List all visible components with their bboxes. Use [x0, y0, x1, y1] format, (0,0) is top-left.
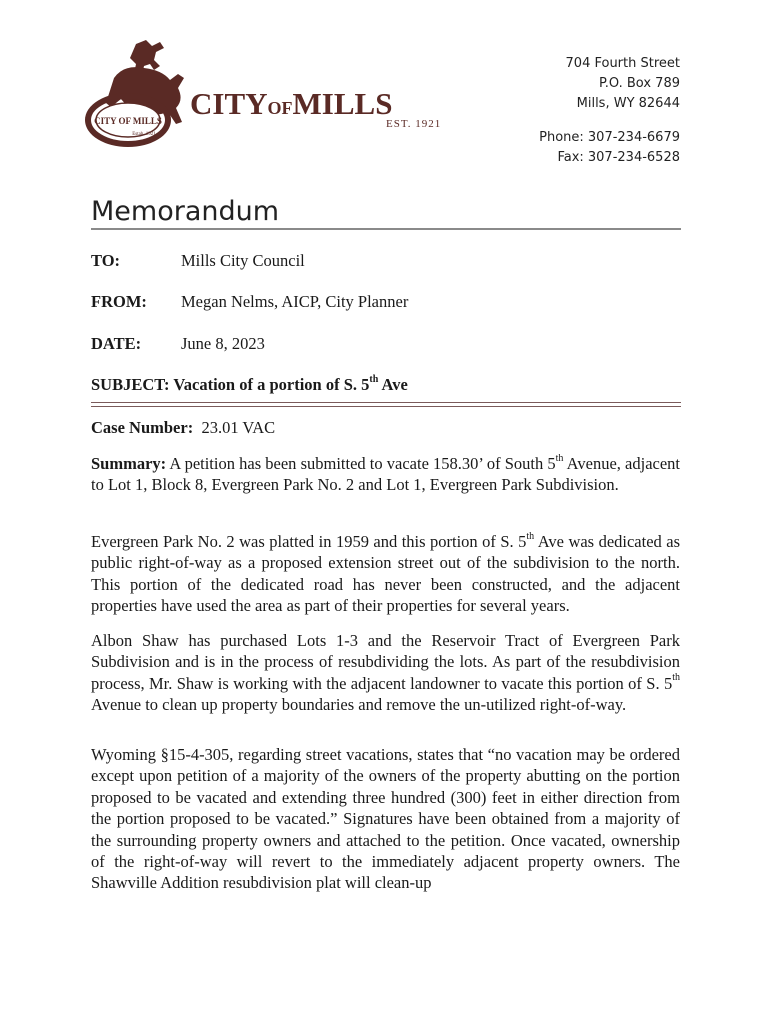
svg-text:Estab. 1921: Estab. 1921 — [132, 132, 156, 137]
date-value: June 8, 2023 — [181, 334, 265, 353]
address-street: 704 Fourth Street — [565, 56, 680, 71]
svg-text:CITY OF MILLS: CITY OF MILLS — [94, 116, 162, 126]
subject-label: SUBJECT: — [91, 375, 170, 394]
case-number — [91, 418, 275, 438]
date-field — [91, 334, 265, 354]
to-value: Mills City Council — [181, 251, 305, 270]
from-value: Megan Nelms, AICP, City Planner — [181, 292, 409, 311]
subject-value: Vacation of a portion of S. 5th Ave — [173, 373, 408, 394]
from-field — [91, 292, 408, 312]
case-label: Case Number: — [91, 418, 194, 437]
address-city: Mills, WY 82644 — [576, 96, 680, 111]
resubdivision-paragraph: Albon Shaw has purchased Lots 1-3 and the Reservoir Tract of Evergreen Park Subdivision and is in the process of resubdividing the lots. As part of the resubdivision process, Mr. Shaw is working with the adjacent landowner to vacate this portion of S. 5th Avenue to clean up property boundaries and remove the un-utilized right-of-way. — [91, 631, 680, 715]
address-phone: Phone: 307-234-6679 — [539, 130, 680, 145]
case-value: 23.01 VAC — [201, 418, 276, 437]
to-label: TO: — [91, 251, 121, 270]
subject-divider — [91, 402, 681, 407]
to-field — [91, 251, 305, 271]
summary-label: Summary: — [91, 454, 167, 473]
statute-paragraph: Wyoming §15-4-305, regarding street vacations, states that “no vacation may be ordered except upon petition of a majority of the owners of the property abutting on the portion proposed to be vacated and extending three hundred (300) feet in either direction from the portion proposed to be vacated.” Signatures have been obtained from a majority of the surrounding property owners and attached to the petition. Once vacated, ownership of the right-of-way will revert to the immediately adjacent property owners. The Shawville Addition resubdivision plat will clean-up — [91, 745, 680, 893]
title-divider — [91, 228, 681, 230]
subject-field — [91, 375, 408, 395]
history-paragraph: Evergreen Park No. 2 was platted in 1959 and this portion of S. 5th Ave was dedicated as public right-of-way as a proposed extension street out of the subdivision to the north. This portion of the dedicated road has never been constructed, and the adjacent properties have used the area as part of their properties for several years. — [91, 530, 680, 616]
address-block — [539, 54, 680, 168]
logo-established: EST. 1921 — [386, 118, 442, 130]
summary-paragraph: Summary: A petition has been submitted to vacate 158.30’ of South 5th Avenue, adjacent to Lot 1, Block 8, Evergreen Park No. 2 and Lot 1, Evergreen Park Subdivision. — [91, 452, 681, 495]
logo-wordmark: CITYOFMILLS — [190, 86, 393, 121]
date-label: DATE: — [91, 334, 142, 353]
city-logo — [84, 38, 444, 168]
address-fax: Fax: 307-234-6528 — [557, 150, 680, 165]
address-po-box: P.O. Box 789 — [598, 76, 680, 91]
from-label: FROM: — [91, 292, 147, 311]
memo-title: Memorandum — [91, 196, 280, 227]
